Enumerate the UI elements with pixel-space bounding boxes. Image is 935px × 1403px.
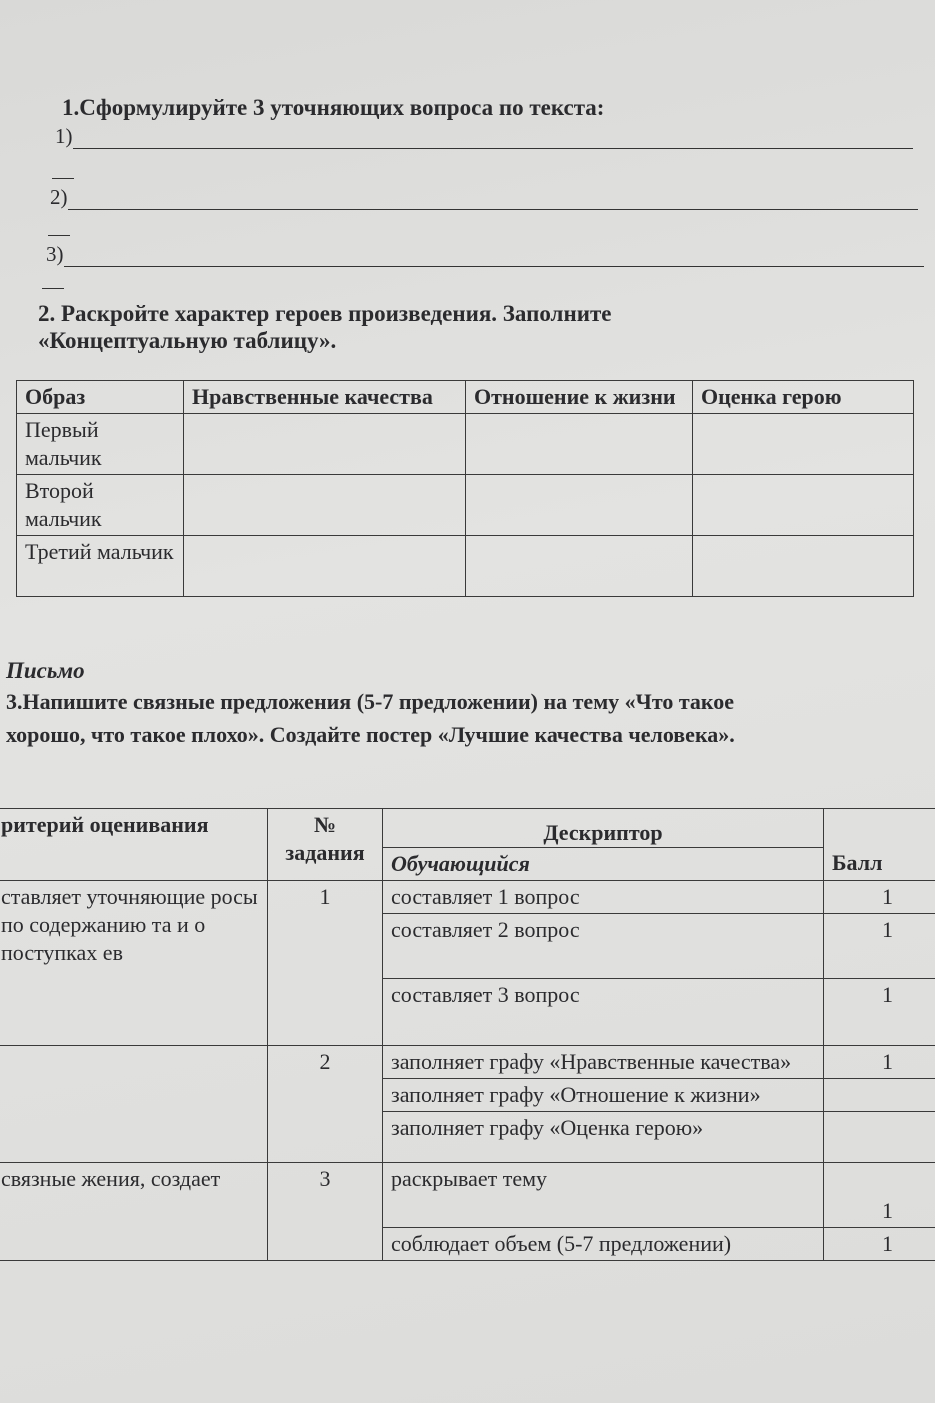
score-cell: 1: [824, 1046, 935, 1079]
criterion-cell: ставляет уточняющие росы по содержанию та и о поступках ев: [0, 881, 268, 1046]
header-descriptor: [383, 809, 824, 881]
task3-line2: хорошо, что такое плохо». Создайте постер «Лучшие качества человека».: [6, 722, 735, 747]
score-cell: 1: [824, 881, 935, 914]
table-row: [0, 881, 935, 914]
table-row: [17, 475, 914, 536]
task3-line1: 3.Напишите связные предложения (5-7 предложении) на тему «Что такое: [6, 689, 735, 714]
task-number-cell: 2: [268, 1046, 383, 1163]
answer-line-2[interactable]: [50, 185, 918, 210]
assessment-header-row: [0, 809, 935, 881]
header-score: Балл: [824, 809, 935, 881]
assessment-table: [0, 808, 935, 1261]
descriptor-cell: раскрывает тему: [383, 1163, 824, 1228]
answer-line-3[interactable]: [46, 242, 924, 267]
empty-cell[interactable]: [184, 536, 466, 597]
table-row: [17, 536, 914, 597]
descriptor-cell: соблюдает объем (5-7 предложении): [383, 1228, 824, 1261]
row-label: Первый мальчик: [17, 414, 184, 475]
task1-title: 1.Сформулируйте 3 уточняющих вопроса по текста:: [62, 95, 605, 120]
header-attitude: Отношение к жизни: [466, 381, 693, 414]
empty-cell[interactable]: [466, 475, 693, 536]
score-cell: 1: [824, 979, 935, 1046]
descriptor-cell: составляет 2 вопрос: [383, 914, 824, 979]
descriptor-cell: составляет 1 вопрос: [383, 881, 824, 914]
task2-title: [38, 300, 611, 354]
score-cell: [824, 1112, 935, 1163]
score-cell: 1: [824, 1163, 935, 1228]
section-label: Письмо: [6, 658, 85, 683]
table-row: [0, 1046, 935, 1079]
concept-table: [16, 380, 914, 597]
score-cell: 1: [824, 914, 935, 979]
descriptor-cell: составляет 3 вопрос: [383, 979, 824, 1046]
task2-title-line1: 2. Раскройте характер героев произведения. Заполните: [38, 301, 612, 326]
criterion-cell: связные жения, создает: [0, 1163, 268, 1261]
line-dash: [48, 235, 70, 236]
answer-line-1-label: 1): [55, 124, 73, 148]
header-hero-assessment: Оценка герою: [693, 381, 914, 414]
empty-cell[interactable]: [693, 536, 914, 597]
empty-cell[interactable]: [466, 536, 693, 597]
score-cell: 1: [824, 1228, 935, 1261]
header-descriptor-title: Дескриптор: [543, 820, 663, 845]
header-criterion: ритерий оценивания: [0, 809, 268, 881]
header-descriptor-sub: Обучающийся: [383, 847, 823, 880]
answer-line-1[interactable]: [55, 124, 913, 149]
criterion-cell-empty: [0, 1046, 268, 1163]
line-dash: [52, 178, 74, 179]
empty-cell[interactable]: [184, 475, 466, 536]
descriptor-cell: заполняет графу «Отношение к жизни»: [383, 1079, 824, 1112]
empty-cell[interactable]: [693, 414, 914, 475]
header-task-number: № задания: [268, 809, 383, 881]
descriptor-cell: заполняет графу «Нравственные качества»: [383, 1046, 824, 1079]
task-number-cell: 3: [268, 1163, 383, 1261]
descriptor-cell: заполняет графу «Оценка герою»: [383, 1112, 824, 1163]
score-cell: [824, 1079, 935, 1112]
line-dash: [42, 288, 64, 289]
concept-table-header-row: [17, 381, 914, 414]
empty-cell[interactable]: [184, 414, 466, 475]
row-label: Второй мальчик: [17, 475, 184, 536]
table-row: [0, 1163, 935, 1228]
answer-line-3-label: 3): [46, 242, 64, 266]
task2-title-line2: «Концептуальную таблицу».: [38, 328, 337, 353]
empty-cell[interactable]: [466, 414, 693, 475]
answer-line-2-label: 2): [50, 185, 68, 209]
task3-text: [6, 688, 735, 748]
empty-cell[interactable]: [693, 475, 914, 536]
header-image: Образ: [17, 381, 184, 414]
table-row: [17, 414, 914, 475]
task-number-cell: 1: [268, 881, 383, 1046]
header-moral-qualities: Нравственные качества: [184, 381, 466, 414]
row-label: Третий мальчик: [17, 536, 184, 597]
